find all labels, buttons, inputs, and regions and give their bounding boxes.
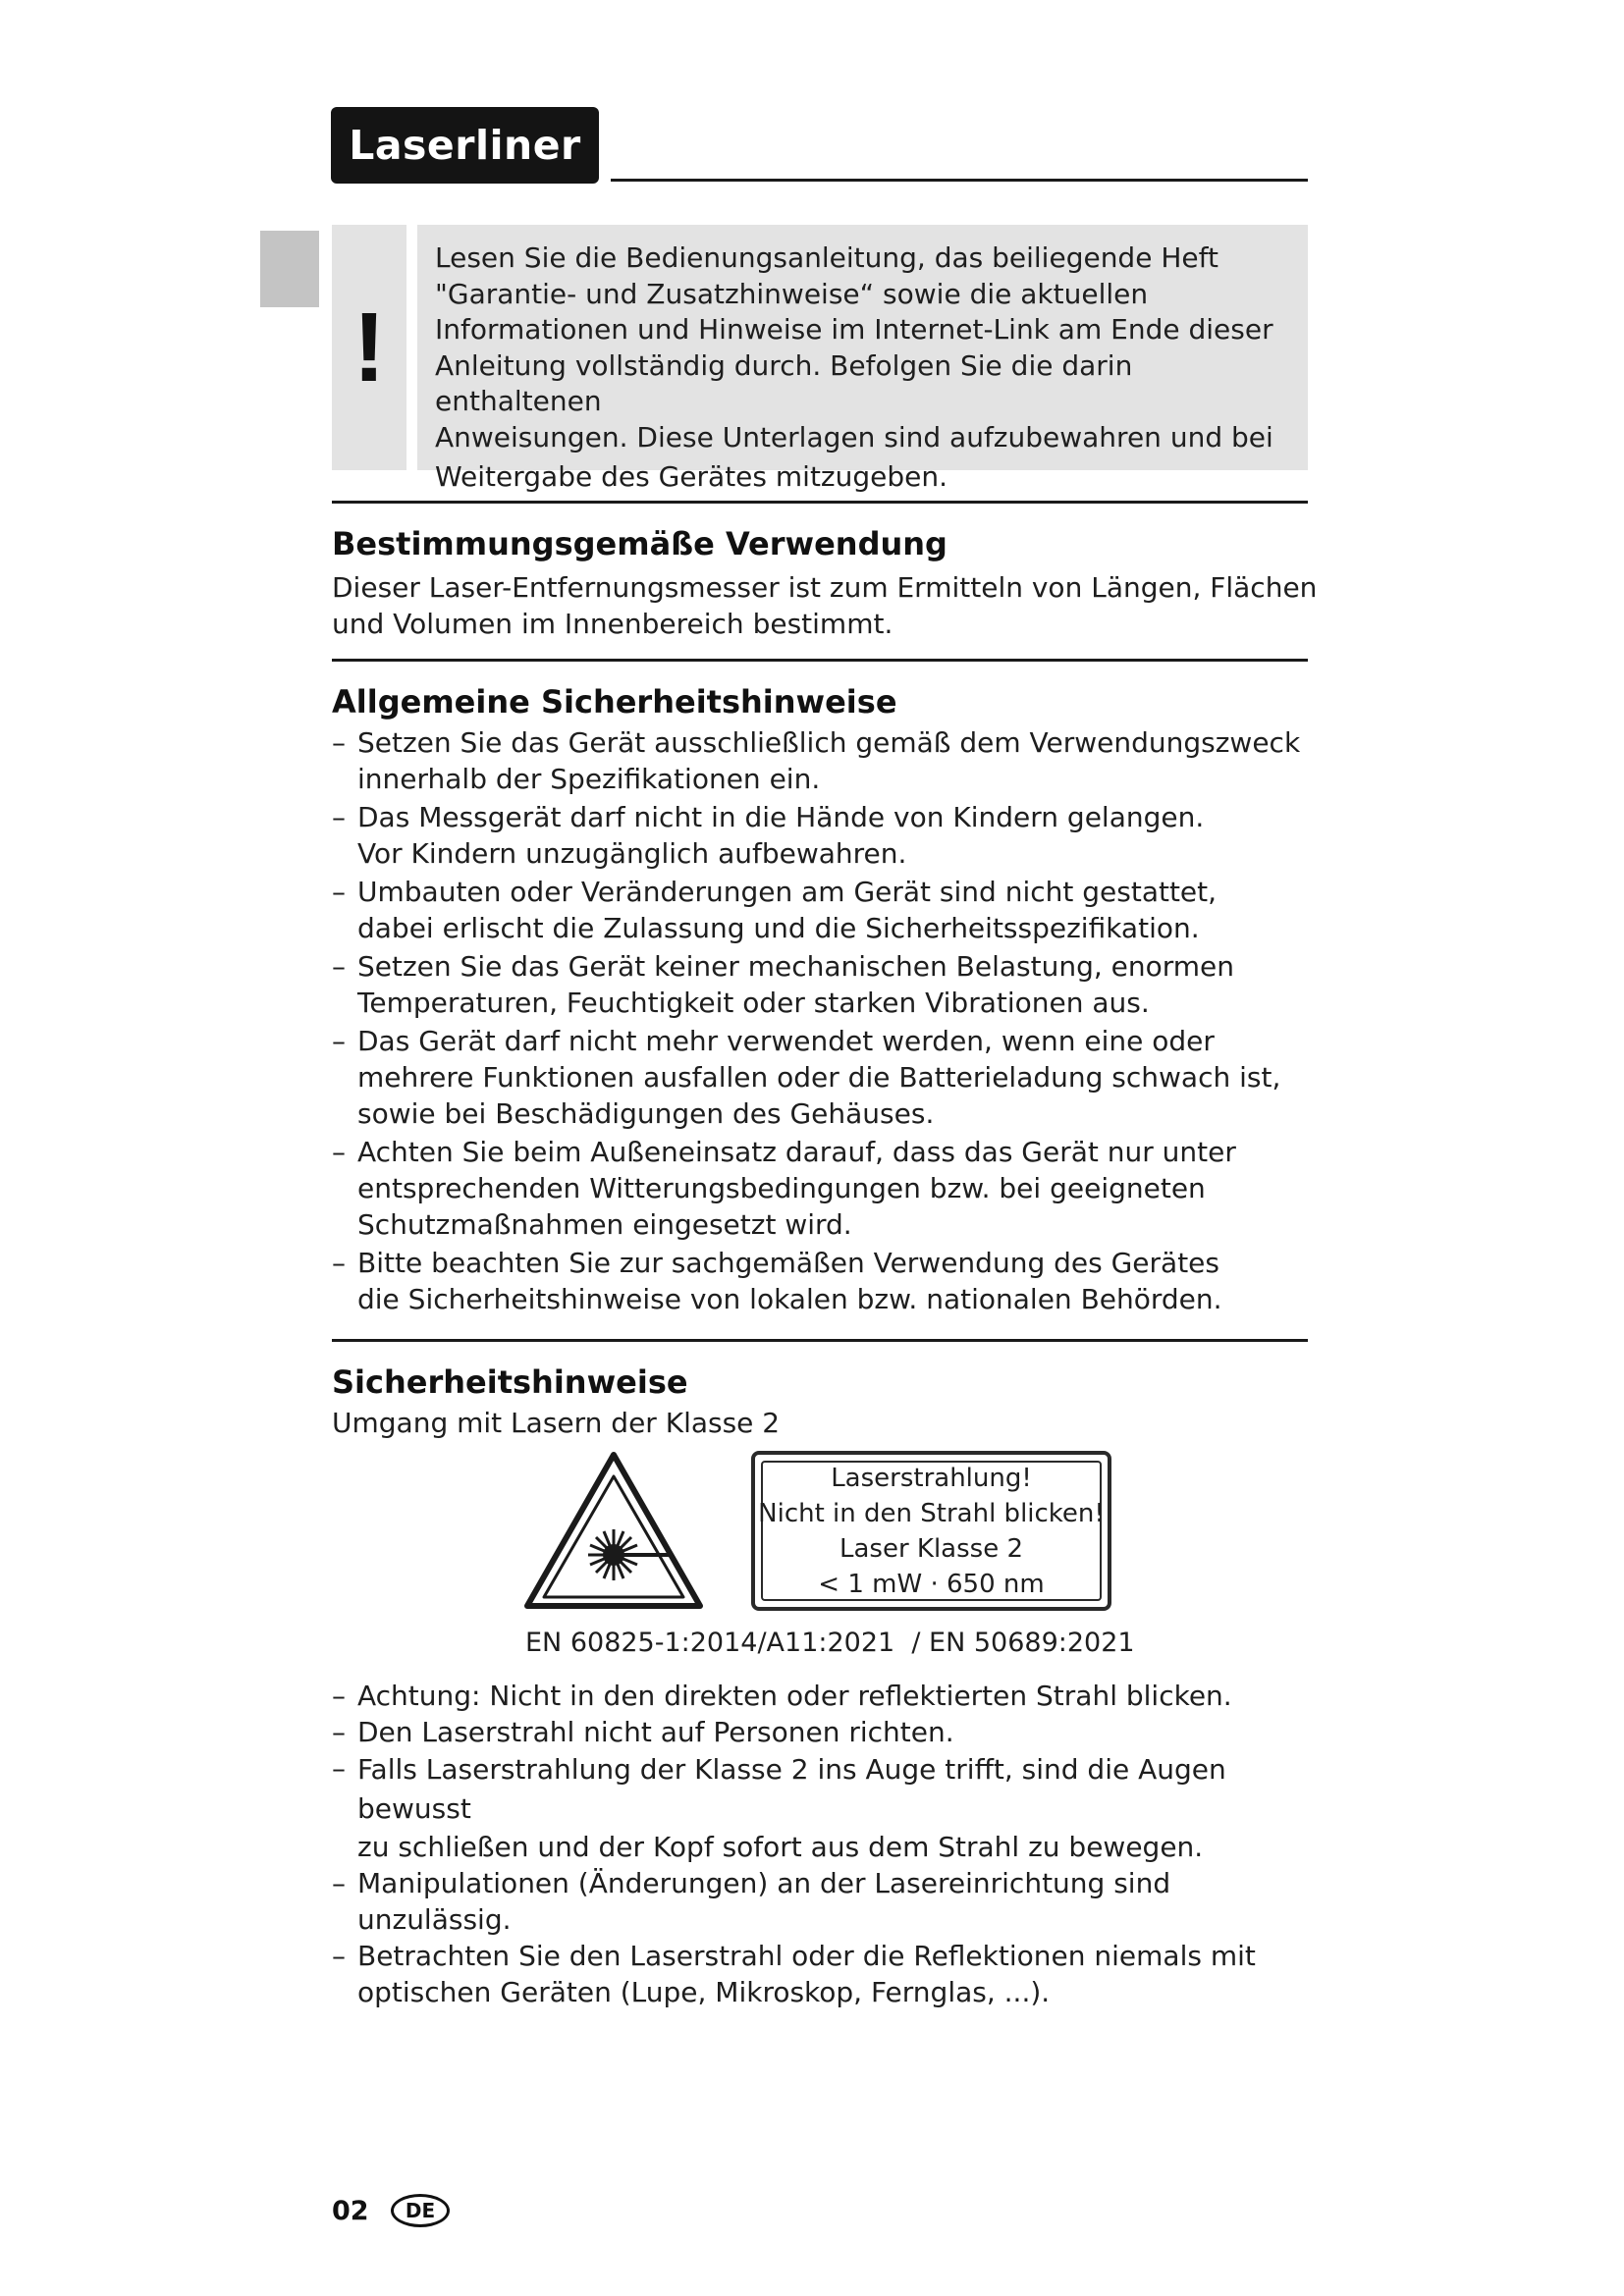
- section-title-intended-use: Bestimmungsgemäße Verwendung: [332, 525, 947, 562]
- notice-box: [417, 225, 1308, 493]
- text-line: – Setzen Sie das Gerät keiner mechanischen Belastung, enormen: [357, 950, 1235, 983]
- list-item: [332, 1938, 1314, 2010]
- text-line: Temperaturen, Feuchtigkeit oder starken Vibrationen aus.: [357, 987, 1150, 1019]
- laser-safety-subtitle: Umgang mit Lasern der Klasse 2: [332, 1407, 781, 1439]
- list-item: [332, 1865, 1314, 1938]
- text-line: dabei erlischt die Zulassung und die Sicherheitsspezifikation.: [357, 912, 1200, 944]
- notice-line: "Garantie- und Zusatzhinweise“ sowie die aktuellen: [435, 277, 1149, 310]
- text-line: Vor Kindern unzugänglich aufbewahren.: [357, 837, 907, 870]
- list-item: [332, 874, 1314, 946]
- section-tab-marker: [260, 231, 319, 307]
- label-line: Laserstrahlung!: [831, 1463, 1032, 1493]
- label-line: Laser Klasse 2: [839, 1533, 1023, 1564]
- text-line: entsprechenden Witterungsbedingungen bzw. bei geeigneten: [357, 1172, 1206, 1204]
- section-title-laser-safety: Sicherheitshinweise: [332, 1363, 688, 1401]
- section-divider: [332, 501, 1308, 504]
- text-line: innerhalb der Spezifikationen ein.: [357, 763, 821, 795]
- notice-line: Anleitung vollständig durch. Befolgen Sie die darin enthaltenen: [435, 348, 1133, 417]
- label-line: < 1 mW · 650 nm: [818, 1569, 1045, 1599]
- text-line: optischen Geräten (Lupe, Mikroskop, Fernglas, ...).: [357, 1976, 1051, 2008]
- text-line: zu schließen und der Kopf sofort aus dem Strahl zu bewegen.: [357, 1831, 1204, 1863]
- text-line: – Bitte beachten Sie zur sachgemäßen Verwendung des Gerätes: [357, 1247, 1219, 1279]
- notice-line: Lesen Sie die Bedienungsanleitung, das beiliegende Heft: [435, 241, 1218, 274]
- exclamation-icon: !: [332, 225, 406, 470]
- list-item: [332, 1023, 1314, 1132]
- list-item: [332, 1245, 1314, 1317]
- text-line: – Manipulationen (Änderungen) an der Lasereinrichtung sind unzulässig.: [357, 1867, 1171, 1936]
- laser-warning-triangle-icon: [523, 1451, 704, 1612]
- label-line: Nicht in den Strahl blicken!: [758, 1498, 1105, 1528]
- laser-warning-label: [751, 1451, 1111, 1611]
- text-line: – Das Messgerät darf nicht in die Hände von Kindern gelangen.: [357, 801, 1205, 833]
- notice-line: Informationen und Hinweise im Internet-Link am Ende dieser: [435, 313, 1273, 346]
- text-line: – Umbauten oder Veränderungen am Gerät sind nicht gestattet,: [357, 876, 1218, 908]
- general-safety-list: [332, 724, 1314, 1317]
- text-line: die Sicherheitshinweise von lokalen bzw. nationalen Behörden.: [357, 1283, 1222, 1315]
- text-line: mehrere Funktionen ausfallen oder die Batterieladung schwach ist,: [357, 1061, 1281, 1094]
- standards-reference: EN 60825-1:2014/A11:2021 / EN 50689:2021: [525, 1628, 1135, 1658]
- text-line: – Achten Sie beim Außeneinsatz darauf, dass das Gerät nur unter: [357, 1136, 1236, 1168]
- text-line: – Den Laserstrahl nicht auf Personen richten.: [357, 1716, 954, 1748]
- text-line: – Falls Laserstrahlung der Klasse 2 ins Auge trifft, sind die Augen bewusst: [357, 1753, 1226, 1825]
- list-item: [332, 799, 1314, 872]
- section-title-general-safety: Allgemeine Sicherheitshinweise: [332, 683, 897, 721]
- text-line: Dieser Laser-Entfernungsmesser ist zum Ermitteln von Längen, Flächen: [332, 571, 1318, 604]
- list-item: [332, 1134, 1314, 1243]
- list-item: [332, 1714, 1314, 1750]
- notice-line: Weitergabe des Gerätes mitzugeben.: [435, 460, 948, 493]
- list-item: [332, 1678, 1314, 1714]
- text-line: Schutzmaßnahmen eingesetzt wird.: [357, 1208, 852, 1241]
- notice-line: Anweisungen. Diese Unterlagen sind aufzubewahren und bei: [435, 420, 1273, 454]
- text-line: – Achtung: Nicht in den direkten oder reflektierten Strahl blicken.: [357, 1680, 1232, 1712]
- intended-use-text: [332, 569, 1317, 642]
- laser-safety-list: [332, 1678, 1314, 2010]
- text-line: – Betrachten Sie den Laserstrahl oder die Reflektionen niemals mit: [357, 1940, 1256, 1972]
- text-line: sowie bei Beschädigungen des Gehäuses.: [357, 1097, 935, 1130]
- list-item: [332, 724, 1314, 797]
- page-number: 02: [332, 2196, 369, 2226]
- brand-logo: Laserliner: [331, 107, 599, 184]
- text-line: und Volumen im Innenbereich bestimmt.: [332, 608, 893, 640]
- list-item: [332, 1750, 1314, 1865]
- section-divider: [332, 1339, 1308, 1342]
- list-item: [332, 948, 1314, 1021]
- text-line: – Setzen Sie das Gerät ausschließlich gemäß dem Verwendungszweck: [357, 726, 1301, 759]
- language-badge: DE: [391, 2194, 450, 2227]
- section-divider: [332, 659, 1308, 662]
- header-divider: [611, 179, 1308, 182]
- text-line: – Das Gerät darf nicht mehr verwendet werden, wenn eine oder: [357, 1025, 1215, 1057]
